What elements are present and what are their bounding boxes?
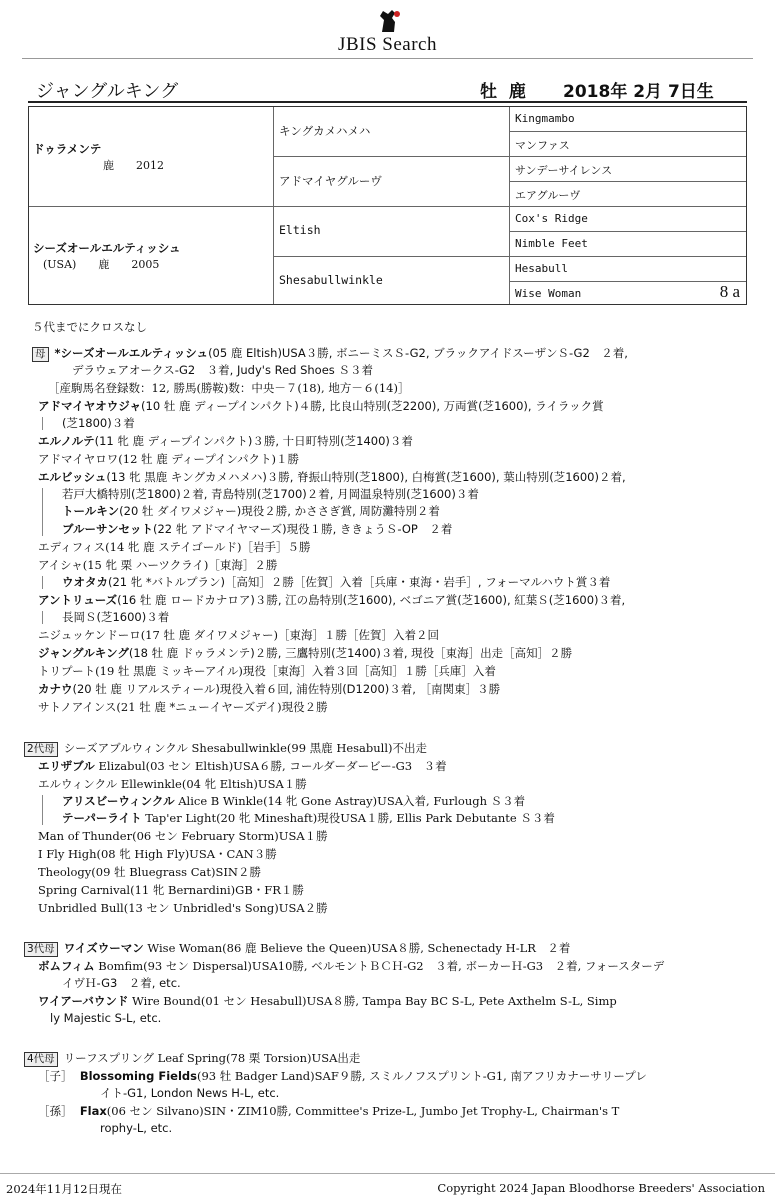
- pedigree-gen3-5[interactable]: Cox's Ridge: [515, 212, 588, 225]
- second-f[interactable]: Spring Carnival(11 牝 Bernardini)GB・FR１勝: [38, 883, 304, 897]
- pedigree-gen3-8[interactable]: Wise Woman: [515, 287, 582, 300]
- family-number: 8 a: [719, 282, 740, 301]
- foal-5[interactable]: エディフィス(14 牝 鹿 ステイゴールド)［岩手］５勝: [38, 540, 311, 554]
- horse-sex-color: 牡 鹿: [480, 82, 526, 102]
- fourth-dam-label: 4代母: [24, 1052, 58, 1067]
- pedigree-sire-dam[interactable]: アドマイヤグルーヴ: [279, 174, 382, 188]
- foal-4[interactable]: エルビッシュ(13 牝 黒鹿 キングカメハメハ)３勝, 脊振山特別(芝1800), 白梅賞(芝1600), 葉山特別(芝1600)２着,: [38, 470, 626, 484]
- foal-7[interactable]: アントリューズ(16 牡 鹿 ロードカナロア)３勝, 江の島特別(芝1600), ベゴニア賞(芝1600), 紅葉Ｓ(芝1600)３着,: [38, 593, 626, 607]
- foal-4-a[interactable]: トールキン(20 牡 ダイワメジャー)現役２勝, かささぎ賞, 周防灘特別２着: [62, 504, 440, 518]
- second-b[interactable]: エルウィンクル Ellewinkle(04 牝 Eltish)USA１勝: [38, 777, 307, 791]
- third-dam-line: 3代母 ワイズウーマン Wise Woman(86 鹿 Believe the Queen)USA８勝, Schenectady H-LR ２着: [24, 940, 570, 957]
- foal-8[interactable]: ニジュッケンドーロ(17 牡 鹿 ダイワメジャー)［東海］１勝［佐賀］入着２回: [38, 628, 439, 642]
- horse-birth-date: 2018年 2月 7日生: [563, 82, 714, 102]
- horse-name: ジャングルキング: [36, 81, 179, 102]
- second-b1[interactable]: アリスビーウィンクル Alice B Winkle(14 牝 Gone Astray)USA入着, Furlough Ｓ３着: [62, 794, 526, 808]
- dam-name: *シーズオールエルティッシュ: [54, 346, 209, 360]
- footer-divider: [0, 1173, 775, 1174]
- pedigree-sire[interactable]: ドゥラメンテ 鹿 2012: [33, 142, 164, 172]
- foal-6-a[interactable]: ウオタカ(21 牝 *バトルプラン)［高知］２勝［佐賀］入着［兵庫・東海・岩手］, フォーマルハウト賞３着: [62, 575, 611, 589]
- foal-4-cont: 若戸大橋特別(芝1800)２着, 青島特別(芝1700)２着, 月岡温泉特別(芝1600)３着: [62, 487, 479, 501]
- third-b[interactable]: ワイアーバウンド Wire Bound(01 セン Hesabull)USA８勝, Tampa Bay BC S-L, Pete Axthelm S-L, Simp: [38, 994, 617, 1008]
- pedigree-dam-dam[interactable]: Shesabullwinkle: [279, 273, 383, 287]
- pedigree-gen3-6[interactable]: Nimble Feet: [515, 237, 588, 250]
- dam-stats: ［産駒馬名登録数：12, 勝馬(勝鞍)数：中央－７(18), 地方－６(14)］: [48, 381, 410, 395]
- foal-9[interactable]: ジャングルキング(18 牡 鹿 ドゥラメンテ)２勝, 三鷹特別(芝1400)３着, 現役［東海］出走［高知］２勝: [38, 646, 573, 660]
- site-logo[interactable]: [0, 8, 775, 56]
- third-dam-label: 3代母: [24, 942, 58, 957]
- second-dam-label: 2代母: [24, 742, 58, 757]
- pedigree-gen3-2[interactable]: マンファス: [515, 139, 570, 152]
- dam-line-2: デラウェアオークス-G2 ３着, Judy's Red Shoes Ｓ３着: [72, 363, 373, 377]
- fourth-b[interactable]: ［孫］ Flax(06 セン Silvano)SIN・ZIM10勝, Committee's Prize-L, Jumbo Jet Trophy-L, Chairman's T: [38, 1104, 620, 1118]
- second-c[interactable]: Man of Thunder(06 セン February Storm)USA１勝: [38, 829, 328, 843]
- horse-logo-icon: [368, 8, 408, 34]
- foal-7-cont: 長岡Ｓ(芝1600)３着: [62, 610, 170, 624]
- pedigree-gen3-1[interactable]: Kingmambo: [515, 112, 575, 125]
- foal-3[interactable]: アドマイヤロワ(12 牡 鹿 ディープインパクト)１勝: [38, 452, 300, 466]
- pedigree-gen3-7[interactable]: Hesabull: [515, 262, 568, 275]
- horse-title-row: [28, 77, 747, 103]
- fourth-a[interactable]: ［子］ Blossoming Fields(93 牡 Badger Land)SAF９勝, スミルノフスプリント-G1, 南アフリカナーサリープレ: [38, 1069, 647, 1083]
- pedigree-sire-sire[interactable]: キングカメハメハ: [279, 124, 371, 138]
- pedigree-table: [28, 106, 747, 305]
- foal-6[interactable]: アイシャ(15 牝 栗 ハーツクライ)［東海］２勝: [38, 558, 278, 572]
- second-d[interactable]: I Fly High(08 牝 High Fly)USA・CAN３勝: [38, 847, 277, 861]
- dam-label: 母: [32, 347, 49, 362]
- pedigree-dam-sire[interactable]: Eltish: [279, 223, 321, 237]
- foal-12[interactable]: サトノアインス(21 牡 鹿 *ニューイヤーズデイ)現役２勝: [38, 700, 328, 714]
- cross-note: ５代までにクロスなし: [32, 320, 147, 334]
- foal-1[interactable]: アドマイヤオウジャ(10 牡 鹿 ディープインパクト)４勝, 比良山特別(芝2200), 万両賞(芝1600), ライラック賞: [38, 399, 604, 413]
- foal-2[interactable]: エルノルテ(11 牝 鹿 ディープインパクト)３勝, 十日町特別(芝1400)３着: [38, 434, 413, 448]
- second-dam-line: 2代母 シーズアブルウィンクル Shesabullwinkle(99 黒鹿 Hesabull)不出走: [24, 740, 427, 757]
- second-a[interactable]: エリザブル Elizabul(03 セン Eltish)USA６勝, コールダーダービー-G3 ３着: [38, 759, 447, 773]
- dam-line: 母 *シーズオールエルティッシュ(05 鹿 Eltish)USA３勝, ボニーミスＳ-G2, ブラックアイドスーザンＳ-G2 ２着,: [32, 345, 628, 362]
- fourth-a-cont: イト-G1, London News H-L, etc.: [100, 1086, 280, 1100]
- third-b-cont: ly Majestic S-L, etc.: [50, 1011, 162, 1025]
- fourth-dam-line: 4代母 リーフスプリング Leaf Spring(78 栗 Torsion)USA出走: [24, 1050, 360, 1067]
- foal-10[interactable]: トリプート(19 牡 黒鹿 ミッキーアイル)現役［東海］入着３回［高知］１勝［兵庫］入着: [38, 664, 496, 678]
- footer-copyright: Copyright 2024 Japan Bloodhorse Breeders' Association: [437, 1181, 765, 1195]
- second-g[interactable]: Unbridled Bull(13 セン Unbridled's Song)USA２勝: [38, 901, 328, 915]
- foal-4-b[interactable]: ブルーサンセット(22 牝 アドマイヤマーズ)現役１勝, ききょうＳ-OP ２着: [62, 522, 453, 536]
- second-e[interactable]: Theology(09 牡 Bluegrass Cat)SIN２勝: [38, 865, 261, 879]
- third-a[interactable]: ボムフィム Bomfim(93 セン Dispersal)USA10勝, ベルモントＢＣＨ-G2 ３着, ボーカーＨ-G3 ２着, フォースターデ: [38, 959, 665, 973]
- header-divider: [22, 58, 753, 59]
- third-a-cont: イヴＨ-G3 ２着, etc.: [62, 976, 181, 990]
- pedigree-dam[interactable]: シーズオールエルティッシュ (USA) 鹿 2005: [33, 241, 181, 271]
- logo-text: JBIS Search: [338, 34, 437, 55]
- foal-1-cont: (芝1800)３着: [62, 416, 135, 430]
- pedigree-gen3-4[interactable]: エアグルーヴ: [515, 189, 581, 202]
- foal-11[interactable]: カナウ(20 牡 鹿 リアルスティール)現役入着６回, 浦佐特別(D1200)３着, ［南関東］３勝: [38, 682, 501, 696]
- pedigree-gen3-3[interactable]: サンデーサイレンス: [515, 164, 613, 177]
- footer-date: 2024年11月12日現在: [6, 1182, 123, 1196]
- second-b2[interactable]: テーパーライト Tap'er Light(20 牝 Mineshaft)現役USA１勝, Ellis Park Debutante Ｓ３着: [62, 811, 555, 825]
- fourth-b-cont: rophy-L, etc.: [100, 1121, 173, 1135]
